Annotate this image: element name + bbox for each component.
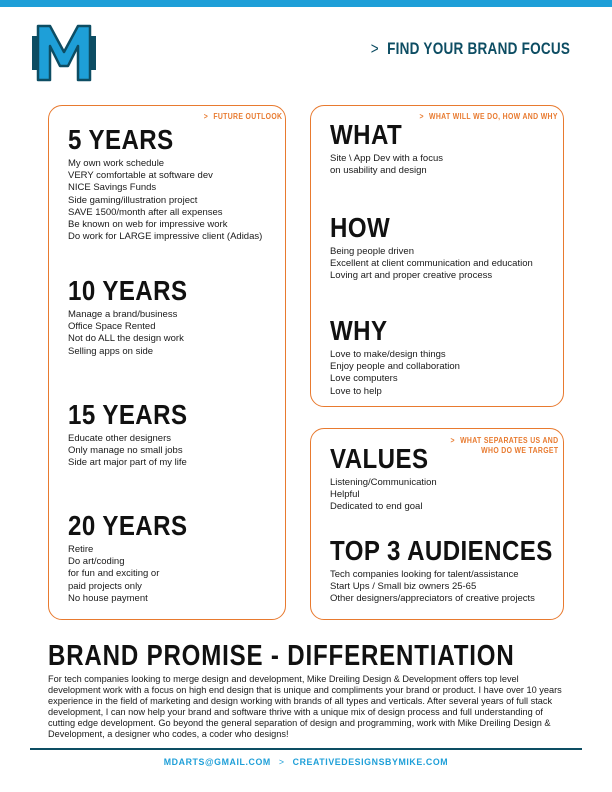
values-audiences-tag: > WHAT SEPARATES US AND WHO DO WE TARGET: [450, 436, 558, 455]
section-title: WHAT: [330, 119, 403, 150]
page-title: [371, 40, 570, 59]
values-section: [330, 444, 445, 514]
section-lines: Site \ App Dev with a focus on usability and design: [330, 153, 444, 177]
section-title: WHY: [330, 315, 388, 346]
brand-promise-title: BRAND PROMISE - DIFFERENTIATION: [48, 640, 515, 672]
chevron-right-icon: >: [450, 436, 455, 445]
section-title: TOP 3 AUDIENCES: [330, 535, 553, 566]
section-title: 5 YEARS: [68, 124, 174, 155]
how-section: [330, 213, 533, 283]
section-title: VALUES: [330, 443, 429, 474]
section-lines: Being people driven Excellent at client communication and education Loving art and proper creative process: [330, 246, 533, 282]
section-title: 20 YEARS: [68, 510, 188, 541]
brand-promise-body: For tech companies looking to merge design and development, Mike Dreiling Design & Development offers top level development work with a focus on high end design that is unique and compliments your brand or product. I have over 10 years experience in the field of marketing and design working with brands of all types and verticals. After several years of full stack development, I can now help your brand and software thrive with a unique mix of design process and full understanding of cutting edge development. Go beyond the general separation of design and programming, work with Mike Dreiling Design & Development, a designer who codes, a coder who designs!: [48, 674, 562, 740]
fifteen-years-section: [68, 400, 207, 470]
what-how-why-tag: > WHAT WILL WE DO, HOW AND WHY: [419, 112, 558, 121]
audiences-section: [330, 536, 589, 606]
section-title: 15 YEARS: [68, 399, 188, 430]
twenty-years-section: [68, 511, 207, 605]
section-lines: Love to make/design things Enjoy people and collaboration Love computers Love to help: [330, 349, 460, 397]
section-lines: Tech companies looking for talent/assistance Start Ups / Small biz owners 25-65 Other designers/appreciators of creative projects: [330, 569, 535, 605]
chevron-right-icon: >: [278, 757, 285, 767]
page-title-text: FIND YOUR BRAND FOCUS: [386, 40, 570, 58]
five-years-section: [68, 125, 262, 243]
section-lines: Educate other designers Only manage no small jobs Side art major part of my life: [68, 433, 187, 469]
section-title: HOW: [330, 212, 391, 243]
chevron-right-icon: >: [419, 112, 425, 121]
future-outlook-tag: > FUTURE OUTLOOK: [203, 112, 282, 121]
what-section: [330, 120, 443, 177]
section-lines: Listening/Communication Helpful Dedicated to end goal: [330, 477, 437, 513]
ten-years-section: [68, 276, 207, 358]
footer-divider: [30, 748, 582, 750]
footer-contact: [0, 757, 612, 767]
top-accent-bar: [0, 0, 612, 7]
email-link[interactable]: MDARTS@GMAIL.COM: [163, 757, 271, 767]
why-section: [330, 316, 460, 398]
website-link[interactable]: CREATIVEDESIGNSBYMIKE.COM: [292, 757, 449, 767]
md-logo: [30, 22, 98, 84]
section-lines: Manage a brand/business Office Space Rented Not do ALL the design work Selling apps on side: [68, 309, 184, 357]
section-lines: Retire Do art/coding for fun and exciting or paid projects only No house payment: [68, 544, 160, 604]
section-title: 10 YEARS: [68, 275, 188, 306]
chevron-right-icon: >: [203, 112, 208, 121]
chevron-right-icon: >: [370, 40, 379, 58]
section-lines: My own work schedule VERY comfortable at software dev NICE Savings Funds Side gaming/illustration project SAVE 1500/month after all expenses Be known on web for impressive work Do work for LARGE impressive client (Adidas): [68, 158, 263, 243]
